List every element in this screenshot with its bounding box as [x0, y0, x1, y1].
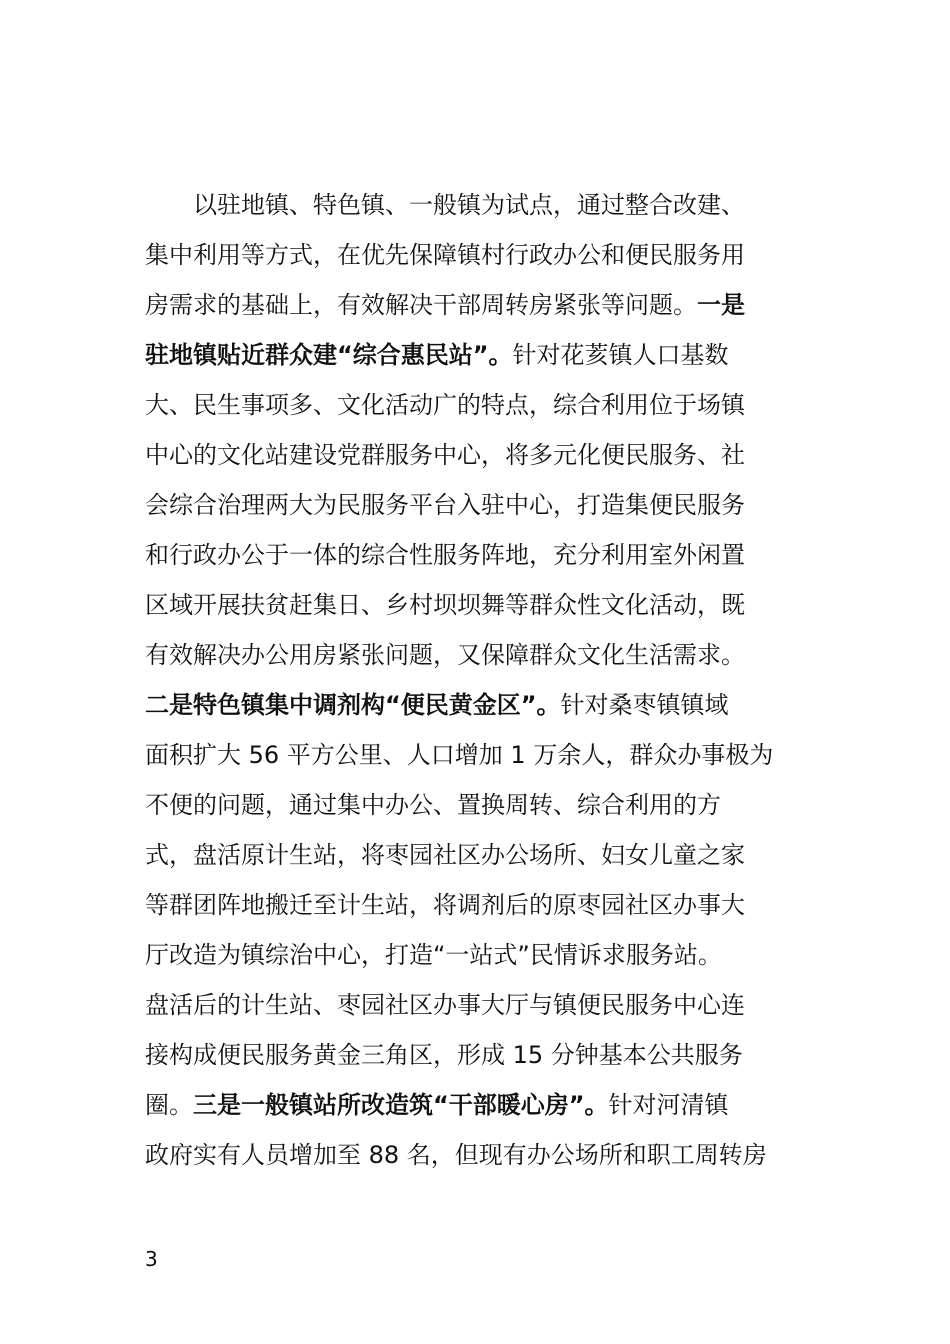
text-line: 二是特色镇集中调剂构“便民黄金区”。针对桑枣镇镇域 [145, 691, 729, 719]
text-line: 等群团阵地搬迁至计生站，将调剂后的原枣园社区办事大 [145, 891, 745, 919]
text-line: 盘活后的计生站、枣园社区办事大厅与镇便民服务中心连 [145, 991, 745, 1019]
text-line: 房需求的基础上，有效解决干部周转房紧张等问题。一是 [145, 291, 745, 319]
text-line: 不便的问题，通过集中办公、置换周转、综合利用的方 [145, 791, 721, 819]
text-line: 有效解决办公用房紧张问题，又保障群众文化生活需求。 [145, 641, 745, 669]
text-line: 圈。三是一般镇站所改造筑“干部暖心房”。针对河清镇 [145, 1091, 729, 1119]
text-line: 厅改造为镇综治中心，打造“一站式”民情诉求服务站。 [145, 941, 722, 969]
text-line: 接构成便民服务黄金三角区，形成 15 分钟基本公共服务 [145, 1041, 743, 1069]
text-line: 政府实有人员增加至 88 名，但现有办公场所和职工周转房 [145, 1141, 767, 1169]
text-line: 大、民生事项多、文化活动广的特点，综合利用位于场镇 [145, 391, 745, 419]
text-line: 区域开展扶贫赶集日、乡村坝坝舞等群众性文化活动，既 [145, 591, 745, 619]
text-line: 集中利用等方式，在优先保障镇村行政办公和便民服务用 [145, 241, 745, 269]
text-line: 会综合治理两大为民服务平台入驻中心，打造集便民服务 [145, 491, 745, 519]
text-line: 驻地镇贴近群众建“综合惠民站”。针对花荄镇人口基数 [145, 341, 729, 369]
text-line: 面积扩大 56 平方公里、人口增加 1 万余人，群众办事极为 [145, 741, 774, 769]
text-line: 式，盘活原计生站，将枣园社区办公场所、妇女儿童之家 [145, 841, 745, 869]
text-line: 和行政办公于一体的综合性服务阵地，充分利用室外闲置 [145, 541, 745, 569]
page-number: 3 [145, 1247, 158, 1271]
text-line: 中心的文化站建设党群服务中心，将多元化便民服务、社 [145, 441, 745, 469]
text-line: 以驻地镇、特色镇、一般镇为试点，通过整合改建、 [193, 191, 745, 219]
